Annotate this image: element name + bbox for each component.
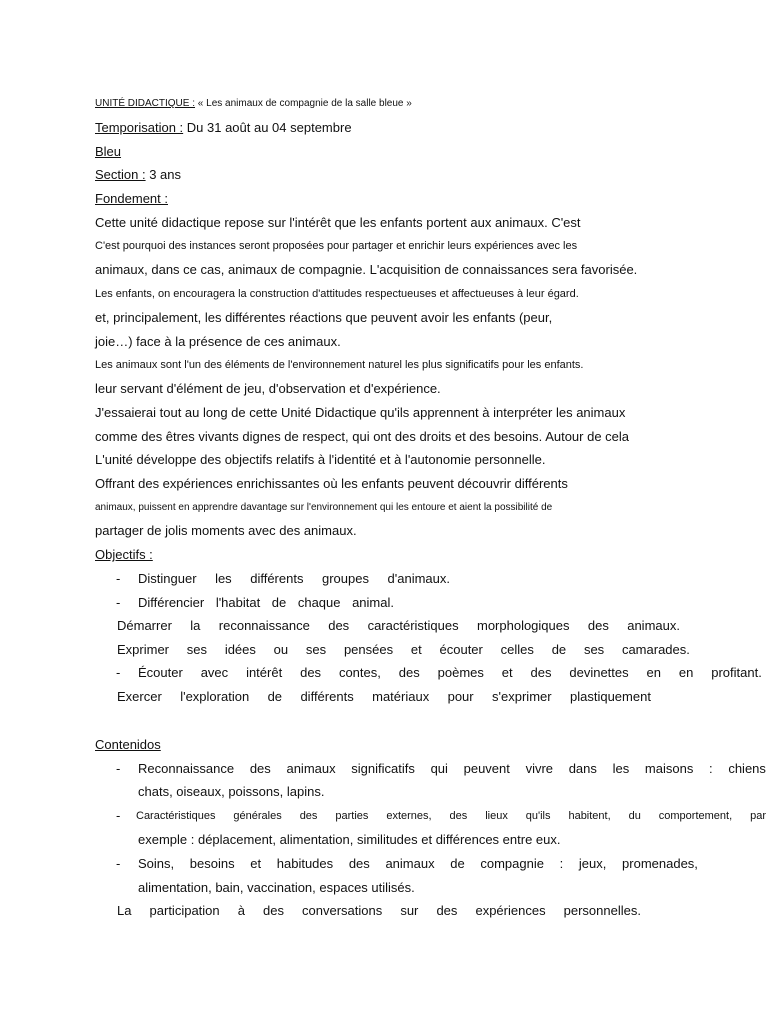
word: habitudes (276, 856, 334, 871)
contenidos-last-line (117, 903, 641, 919)
word: animaux (385, 856, 435, 871)
contenido-continuation: chats, oiseaux, poissons, lapins. (138, 784, 325, 799)
word: comportement, (658, 810, 733, 822)
word: Démarrer (117, 618, 172, 633)
section-value: 3 ans (145, 167, 182, 182)
temporisation-line (95, 120, 352, 136)
fondement-line: Les enfants, on encouragera la construction d'attitudes respectueuses et affectueuses à leur égard. (95, 288, 579, 300)
contenido-continuation: exemple : déplacement, alimentation, similitudes et différences entre eux. (138, 832, 561, 847)
word: plastiquement (570, 689, 651, 704)
word: groupes (322, 571, 369, 586)
word: vivre (525, 761, 554, 776)
word: ses (186, 642, 208, 657)
fondement-line: leur servant d'élément de jeu, d'observation et d'expérience. (95, 381, 441, 396)
fondement-line: et, principalement, les différentes réactions que peuvent avoir les enfants (peur, (95, 310, 553, 325)
word: Distinguer (138, 571, 197, 586)
word: des (328, 618, 350, 633)
title-rest: « Les animaux de compagnie de la salle bleue » (195, 98, 412, 109)
word: s'exprimer (492, 689, 552, 704)
word: habitent, (568, 810, 611, 822)
word: de (450, 856, 465, 871)
fondement-line: partager de jolis moments avec des animaux. (95, 523, 357, 538)
word: de (551, 642, 567, 657)
word: chaque (297, 595, 341, 610)
section-label: Section : (95, 167, 146, 182)
fondement-line: C'est pourquoi des instances seront proposées pour partager et enrichir leurs expériences avec les (95, 240, 578, 252)
objectif-item (117, 689, 651, 705)
fondement-line: L'unité développe des objectifs relatifs à l'identité et à l'autonomie personnelle. (95, 452, 546, 467)
word: des (299, 810, 318, 822)
temporisation-value: Du 31 août au 04 septembre (183, 120, 352, 135)
bullet-dash: - (116, 856, 121, 871)
word: compagnie (480, 856, 544, 871)
word: celles (500, 642, 534, 657)
bullet-dash: - (116, 761, 121, 776)
word: Différencier (138, 595, 205, 610)
word: qu'ils (525, 810, 551, 822)
contenido-item (138, 761, 766, 777)
fondement-line: Les animaux sont l'un des éléments de l'environnement naturel les plus significatifs pour les enfants. (95, 359, 584, 371)
word: dans (568, 761, 597, 776)
objectifs-heading: Objectifs : (95, 547, 153, 562)
word: besoins (189, 856, 235, 871)
word: l'exploration (180, 689, 250, 704)
word: à (237, 903, 245, 918)
word: des (449, 810, 468, 822)
group-name: Bleu (95, 144, 122, 159)
objectif-item (117, 618, 680, 634)
word: pensées (343, 642, 394, 657)
word: expériences (475, 903, 546, 918)
word: conversations (302, 903, 383, 918)
bullet-dash: - (116, 808, 121, 823)
word: différents (300, 689, 354, 704)
word: intérêt (246, 665, 283, 680)
word: ses (583, 642, 605, 657)
word: du (628, 810, 641, 822)
word: des (530, 665, 552, 680)
word: jeux, (578, 856, 607, 871)
word: et (410, 642, 422, 657)
word: des (300, 665, 322, 680)
word: chiens (728, 761, 766, 776)
objectif-item (138, 571, 450, 587)
word: l'habitat (215, 595, 261, 610)
word: parties (335, 810, 369, 822)
word: en (678, 665, 694, 680)
word: Exercer (117, 689, 162, 704)
word: contes, (338, 665, 381, 680)
word: des (436, 903, 458, 918)
word: Soins, (138, 856, 175, 871)
bullet-dash: - (116, 595, 121, 610)
word: de (267, 689, 283, 704)
word: sur (400, 903, 419, 918)
word: poèmes (437, 665, 484, 680)
word: participation (149, 903, 220, 918)
word: de (271, 595, 287, 610)
word: les (215, 571, 232, 586)
fondement-line: comme des êtres vivants dignes de respect, qui ont des droits et des besoins. Autour de cela (95, 429, 630, 444)
fondement-line: Cette unité didactique repose sur l'intérêt que les enfants portent aux animaux. C'est (95, 215, 581, 230)
word: personnelles. (563, 903, 641, 918)
word: profitant. (711, 665, 762, 680)
fondement-heading: Fondement : (95, 191, 168, 206)
fondement-line: animaux, puissent en apprendre davantage sur l'environnement qui les entoure et aient la possibilité de (95, 502, 553, 513)
word: Reconnaissance (138, 761, 235, 776)
word: idées (224, 642, 256, 657)
fondement-line: animaux, dans ce cas, animaux de compagnie. L'acquisition de connaissances sera favorisée. (95, 262, 638, 277)
word: promenades, (622, 856, 698, 871)
word: animal. (352, 595, 394, 610)
word: animaux. (627, 618, 680, 633)
contenido-item (136, 808, 766, 824)
word: écouter (439, 642, 483, 657)
word: en (646, 665, 661, 680)
word: : (559, 856, 564, 871)
word: Exprimer (117, 642, 170, 657)
word: et (501, 665, 513, 680)
word: significatifs (351, 761, 415, 776)
contenido-continuation: alimentation, bain, vaccination, espaces utilisés. (138, 880, 415, 895)
fondement-line: Offrant des expériences enrichissantes où les enfants peuvent découvrir différents (95, 476, 568, 491)
word: maisons (644, 761, 694, 776)
temporisation-label: Temporisation : (95, 120, 184, 135)
word: des (249, 761, 271, 776)
word: différents (250, 571, 304, 586)
word: : (709, 761, 713, 776)
word: des (587, 618, 609, 633)
objectif-item (138, 595, 394, 611)
word: morphologiques (476, 618, 570, 633)
word: La (117, 903, 132, 918)
word: Écouter (138, 665, 183, 680)
fondement-line: J'essaierai tout au long de cette Unité Didactique qu'ils apprennent à interpréter les animaux (95, 405, 626, 420)
word: les (612, 761, 630, 776)
word: reconnaissance (218, 618, 310, 633)
word: des (263, 903, 284, 918)
word: caractéristiques (367, 618, 459, 633)
document-title (95, 96, 412, 112)
word: devinettes (569, 665, 629, 680)
fondement-line: joie…) face à la présence de ces animaux. (95, 334, 341, 349)
word: externes, (386, 810, 432, 822)
section-line (95, 167, 181, 183)
word: peuvent (463, 761, 510, 776)
word: ses (305, 642, 327, 657)
word: la (190, 618, 201, 633)
contenido-item (138, 856, 698, 872)
word: matériaux (372, 689, 430, 704)
word: des (348, 856, 370, 871)
bullet-dash: - (116, 571, 121, 586)
word: et (250, 856, 262, 871)
word: Caractéristiques (136, 810, 216, 822)
word: des (398, 665, 420, 680)
objectif-item (138, 665, 762, 681)
bullet-dash: - (116, 665, 121, 680)
title-label: UNITÉ DIDACTIQUE : (95, 98, 196, 109)
word: animaux (286, 761, 336, 776)
objectif-item (117, 642, 690, 658)
word: pour (447, 689, 474, 704)
contenidos-heading: Contenidos (95, 737, 161, 752)
word: d'animaux. (387, 571, 450, 586)
word: avec (200, 665, 229, 680)
word: lieux (485, 810, 508, 822)
word: ou (273, 642, 289, 657)
word: générales (233, 810, 282, 822)
word: par (750, 810, 766, 822)
word: camarades. (621, 642, 690, 657)
word: qui (430, 761, 448, 776)
